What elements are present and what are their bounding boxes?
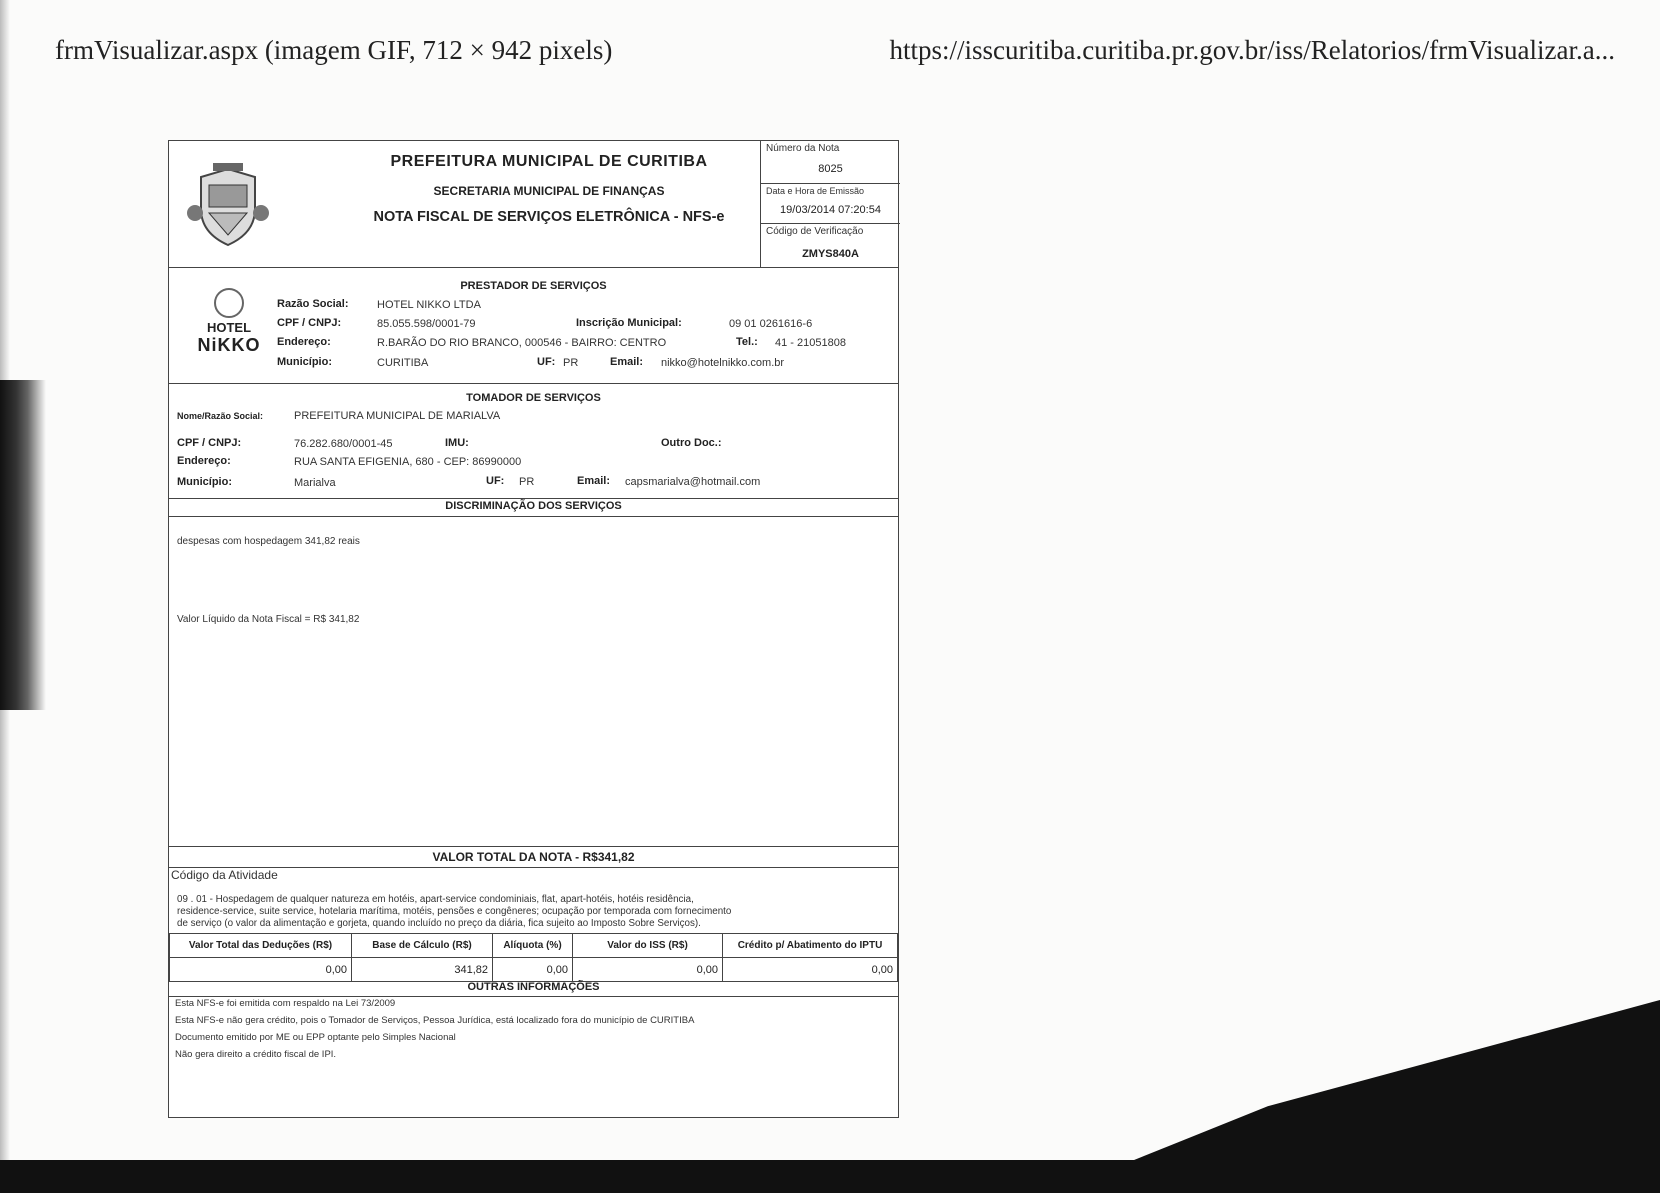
- curitiba-crest-icon: [185, 163, 271, 251]
- tomador-uf-label: UF:: [486, 475, 505, 487]
- calculo-header-iss: Valor do ISS (R$): [573, 934, 723, 958]
- prestador-endereco-value: R.BARÃO DO RIO BRANCO, 000546 - BAIRRO: CENTRO: [377, 337, 667, 349]
- calculo-value-iptu: 0,00: [723, 958, 898, 982]
- calculo-table-wrap: [169, 933, 898, 981]
- tomador-endereco-value: RUA SANTA EFIGENIA, 680 - CEP: 86990000: [294, 456, 522, 468]
- valor-total-section: [169, 847, 898, 867]
- calculo-value-aliquota: 0,00: [493, 958, 573, 982]
- header-doc-type: NOTA FISCAL DE SERVIÇOS ELETRÔNICA - NFS-e: [373, 209, 725, 225]
- divider: [169, 516, 898, 517]
- divider: [169, 996, 898, 997]
- prestador-municipio-label: Município:: [277, 356, 332, 368]
- numero-nota-value: 8025: [818, 163, 843, 175]
- prestador-title: PRESTADOR DE SERVIÇOS: [460, 280, 607, 292]
- scan-shadow-left-dark: [0, 380, 46, 710]
- tomador-nome-value: PREFEITURA MUNICIPAL DE MARIALVA: [294, 410, 501, 422]
- prestador-inscricao-value: 09 01 0261616-6: [729, 318, 813, 330]
- scan-shadow-bottom: [0, 1160, 1660, 1193]
- calculo-header-base: Base de Cálculo (R$): [352, 934, 493, 958]
- calculo-value-row: [170, 958, 898, 982]
- outras-informacoes-section: [169, 981, 898, 1117]
- tomador-uf-value: PR: [519, 476, 535, 488]
- tomador-nome-label: Nome/Razão Social:: [177, 411, 264, 421]
- tomador-outro-doc-label: Outro Doc.:: [661, 437, 722, 449]
- nfse-document: [168, 140, 899, 1118]
- prestador-razao-label: Razão Social:: [277, 298, 349, 310]
- tomador-email-value[interactable]: capsmarialva@hotmail.com: [625, 476, 761, 488]
- atividade-section: [169, 868, 898, 933]
- codigo-verificacao-cell: [761, 224, 900, 267]
- tomador-endereco-label: Endereço:: [177, 455, 231, 467]
- tomador-cpf-value: 76.282.680/0001-45: [294, 438, 393, 450]
- prestador-municipio-value: CURITIBA: [377, 357, 429, 369]
- prestador-tel-label: Tel.:: [736, 336, 758, 348]
- header-title: PREFEITURA MUNICIPAL DE CURITIBA: [390, 153, 708, 170]
- prestador-section: [169, 268, 898, 383]
- calculo-value-iss: 0,00: [573, 958, 723, 982]
- calculo-header-iptu: Crédito p/ Abatimento do IPTU: [723, 934, 898, 958]
- tomador-imu-label: IMU:: [445, 437, 469, 449]
- tomador-municipio-label: Município:: [177, 476, 232, 488]
- calculo-header-deducoes: Valor Total das Deduções (R$): [170, 934, 352, 958]
- hotel-logo-icon: [214, 288, 244, 318]
- atividade-line2: residence-service, suite service, hotelaria marítima, motéis, pensões e congêneres; ocupação por temporada com fornecimento: [177, 906, 732, 917]
- tomador-title: TOMADOR DE SERVIÇOS: [466, 392, 601, 404]
- atividade-label: Código da Atividade: [171, 868, 278, 882]
- codigo-verificacao-label: Código de Verificação: [766, 226, 864, 237]
- header-subtitle: SECRETARIA MUNICIPAL DE FINANÇAS: [433, 184, 665, 198]
- tomador-cpf-label: CPF / CNPJ:: [177, 437, 242, 449]
- prestador-cpf-label: CPF / CNPJ:: [277, 317, 342, 329]
- outras-line1: Esta NFS-e foi emitida com respaldo na Lei 73/2009: [175, 998, 396, 1009]
- numero-nota-cell: [761, 141, 900, 184]
- prestador-cpf-value: 85.055.598/0001-79: [377, 318, 476, 330]
- prestador-inscricao-label: Inscrição Municipal:: [576, 317, 682, 329]
- prestador-email-label: Email:: [610, 356, 644, 368]
- tomador-section: [169, 384, 898, 498]
- calculo-value-base: 341,82: [352, 958, 493, 982]
- prestador-tel-value: 41 - 21051808: [775, 337, 846, 349]
- data-emissao-label: Data e Hora de Emissão: [766, 186, 865, 196]
- prestador-email-value[interactable]: nikko@hotelnikko.com.br: [661, 357, 785, 369]
- calculo-table: [169, 933, 898, 982]
- browser-page-url[interactable]: https://isscuritiba.curitiba.pr.gov.br/iss/Relatorios/frmVisualizar.a...: [889, 35, 1615, 65]
- discriminacao-line1: despesas com hospedagem 341,82 reais: [177, 536, 360, 547]
- outras-line2: Esta NFS-e não gera crédito, pois o Tomador de Serviços, Pessoa Jurídica, está localizado fora do município de CURITIBA: [175, 1015, 695, 1026]
- header-info-cells: [760, 141, 900, 267]
- discriminacao-title: DISCRIMINAÇÃO DOS SERVIÇOS: [445, 500, 622, 512]
- outras-informacoes-title: OUTRAS INFORMAÇÕES: [467, 981, 600, 993]
- tomador-municipio-value: Marialva: [294, 477, 336, 489]
- tomador-email-label: Email:: [577, 475, 611, 487]
- outras-line3: Documento emitido por ME ou EPP optante pelo Simples Nacional: [175, 1032, 456, 1043]
- prestador-uf-label: UF:: [537, 356, 556, 368]
- calculo-header-row: [170, 934, 898, 958]
- atividade-line3: de serviço (o valor da alimentação e gorjeta, quando incluído no preço da diária, fica sujeito ao Imposto Sobre Serviços).: [177, 918, 701, 929]
- data-emissao-cell: [761, 184, 900, 224]
- document-header: [169, 141, 898, 267]
- hotel-nikko-logo: [189, 288, 269, 378]
- prestador-razao-value: HOTEL NIKKO LTDA: [377, 299, 481, 311]
- calculo-header-aliquota: Alíquota (%): [493, 934, 573, 958]
- outras-line4: Não gera direito a crédito fiscal de IPI.: [175, 1049, 337, 1060]
- hotel-logo-word2: NiKKO: [197, 335, 261, 355]
- calculo-value-deducoes: 0,00: [170, 958, 352, 982]
- codigo-verificacao-value: ZMYS840A: [802, 248, 859, 260]
- browser-page-title: frmVisualizar.aspx (imagem GIF, 712 × 942 pixels): [55, 35, 613, 65]
- data-emissao-value: 19/03/2014 07:20:54: [780, 204, 881, 216]
- prestador-endereco-label: Endereço:: [277, 336, 331, 348]
- discriminacao-section: [169, 499, 898, 849]
- numero-nota-label: Número da Nota: [766, 143, 840, 154]
- valor-total-label: VALOR TOTAL DA NOTA - R$341,82: [432, 850, 635, 864]
- atividade-line1: 09 . 01 - Hospedagem de qualquer natureza em hotéis, apart-service condominiais, flat, apart-hotéis, hotéis residência,: [177, 894, 694, 905]
- hotel-logo-word1: HOTEL: [206, 320, 252, 335]
- browser-print-header: [55, 35, 1615, 75]
- prestador-uf-value: PR: [563, 357, 579, 369]
- discriminacao-line2: Valor Líquido da Nota Fiscal = R$ 341,82: [177, 614, 360, 625]
